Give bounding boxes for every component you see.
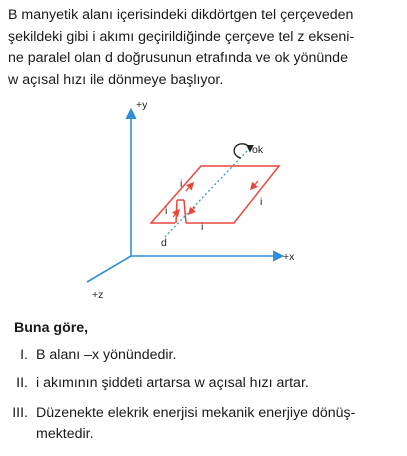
- prompt-heading: Buna göre,: [14, 320, 89, 336]
- current-label: i: [165, 205, 168, 217]
- question-text: [8, 5, 400, 91]
- statement-line: i akımının şiddeti artarsa w açısal hızı artar.: [36, 375, 309, 391]
- statement-text: [36, 373, 400, 394]
- question-line: B manyetik alanı içerisindeki dikdörtgen tel çerçeveden: [8, 7, 354, 23]
- statement-number: III.: [12, 405, 28, 421]
- statement-line: B alanı –x yönündedir.: [36, 347, 177, 363]
- coordinate-diagram: [0, 96, 407, 306]
- y-axis-label: +y: [136, 99, 148, 111]
- lead-wire: [176, 200, 177, 223]
- z-axis: [87, 256, 131, 282]
- question-line: ne paralel olan d doğrusunun etrafında ve ok yönünde: [8, 50, 348, 66]
- current-arrow: [251, 181, 258, 189]
- statement-number: II.: [16, 375, 28, 391]
- question-line: w açısal hızı ile dönmeye başlıyor.: [8, 71, 224, 88]
- physics-figure: [0, 96, 407, 306]
- lead-wire: [184, 200, 186, 223]
- statement-text: [36, 403, 400, 445]
- current-arrow: [186, 183, 193, 191]
- question-line: şekildeki gibi i akımı geçirildiğinde çerçeve tel z ekseni-: [8, 28, 355, 45]
- wire-frame: [151, 166, 279, 223]
- rotation-label: ok: [252, 144, 264, 156]
- current-label: i: [260, 196, 263, 208]
- line-d-label: d: [161, 237, 167, 249]
- x-axis-label: +x: [283, 251, 295, 263]
- current-label: i: [180, 178, 183, 190]
- statement-text: [36, 345, 400, 366]
- z-axis-label: +z: [92, 289, 104, 301]
- statement-line: mektedir.: [36, 426, 94, 442]
- statement-number: I.: [20, 347, 28, 363]
- current-label: i: [201, 221, 204, 233]
- statement-line: Düzenekte elekrik enerjisi mekanik enerjiye dönüş-: [36, 405, 356, 421]
- rotation-arrow-icon: [234, 144, 250, 158]
